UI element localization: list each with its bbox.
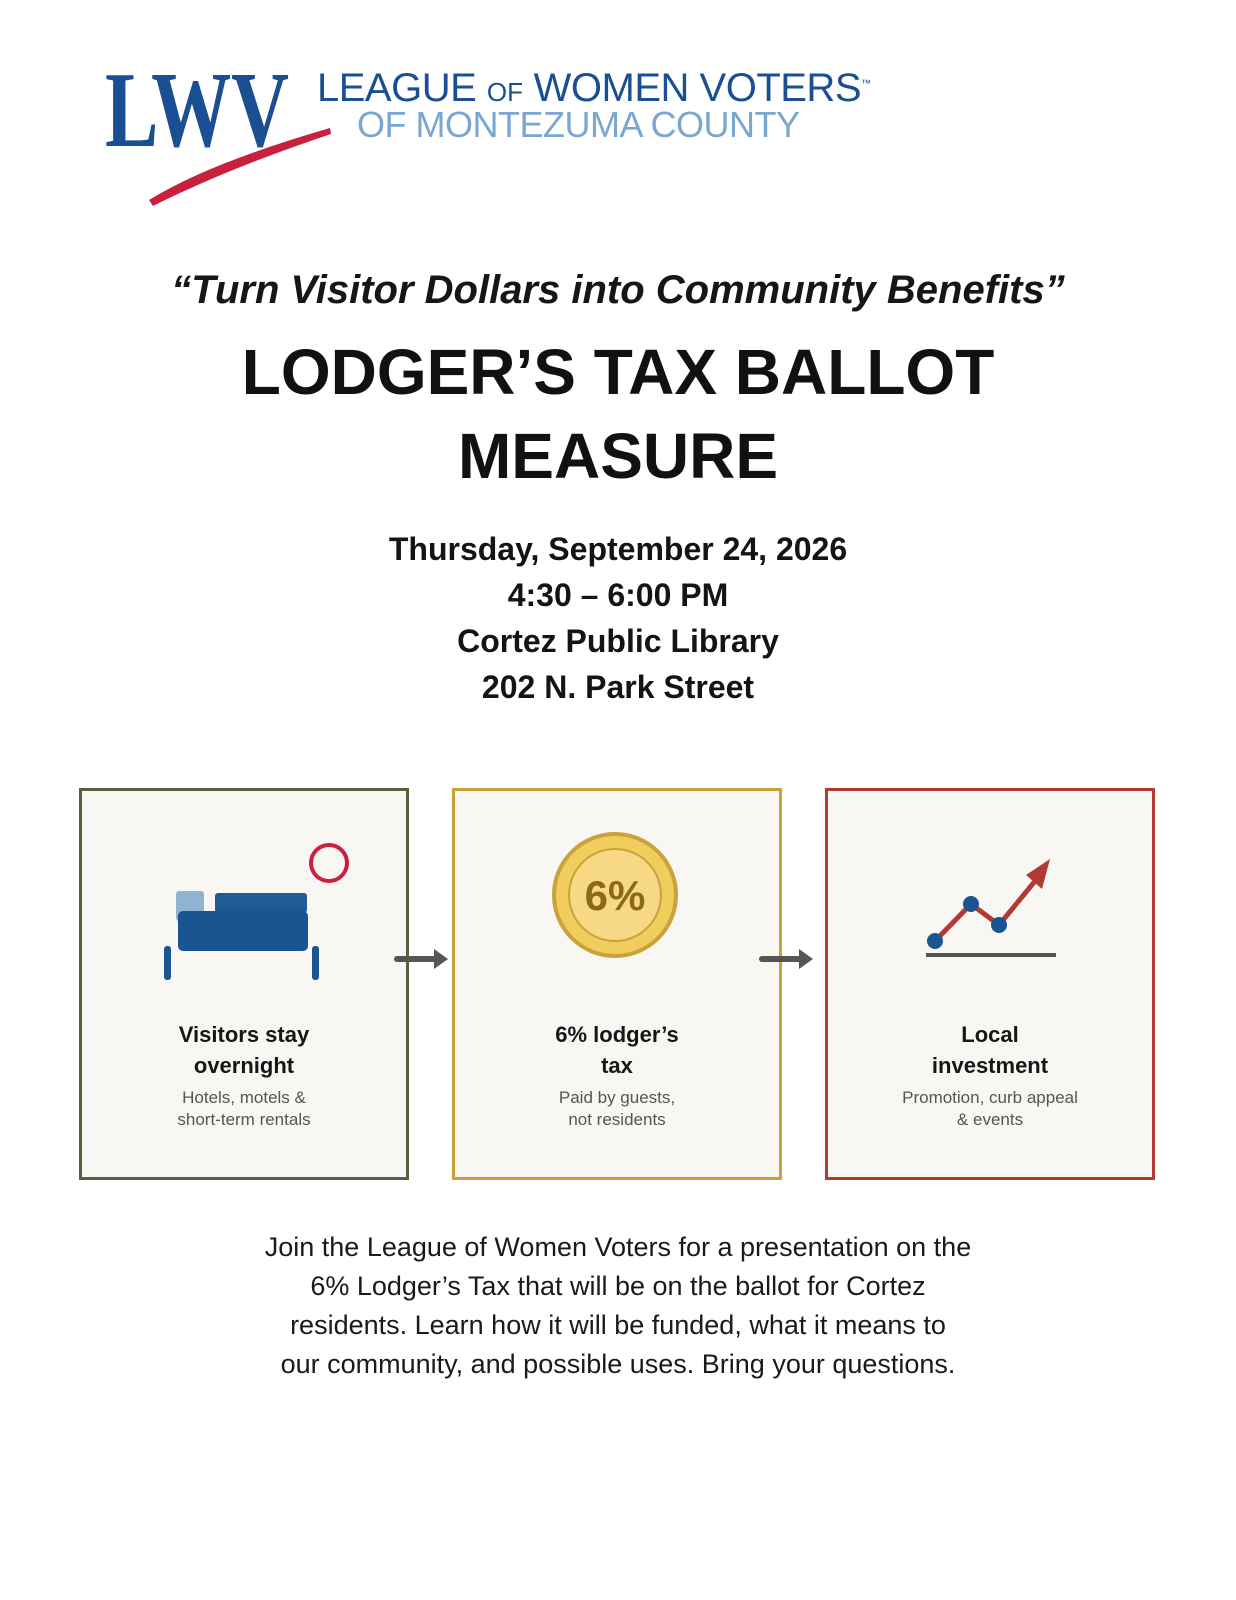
event-description: Join the League of Women Voters for a presentation on the 6% Lodger’s Tax that will be on the ballot for Cortez residents. Learn how it will be funded, what it means to our community, and possible uses. Bring your questions.: [264, 1232, 972, 1379]
lwv-mark-text: LWV: [105, 52, 289, 170]
logo-line1: LEAGUE OF WOMEN VOTERS™: [317, 66, 871, 110]
step-title: 6% lodger’s tax: [555, 1022, 679, 1078]
step-subtitle: Promotion, curb appeal & events: [902, 1088, 1078, 1129]
step-card-investment: [825, 788, 1155, 1180]
moon-badge: [311, 845, 347, 881]
chart-point: [927, 933, 943, 949]
step-title: Local investment: [931, 1022, 1049, 1078]
event-time: 4:30 – 6:00 PM: [507, 577, 729, 613]
event-venue: Cortez Public Library: [457, 623, 779, 659]
step-subtitle: Hotels, motels & short-term rentals: [177, 1088, 311, 1129]
tagline: “Turn Visitor Dollars into Community Benefits”: [171, 268, 1065, 312]
moon-icon: [323, 852, 334, 874]
step-card-visitors: [79, 788, 409, 1180]
step-subtitle: Paid by guests, not residents: [558, 1088, 676, 1129]
title-line1: LODGER’S TAX BALLOT: [241, 336, 995, 408]
step-card-tax: [452, 788, 782, 1180]
event-date: Thursday, September 24, 2026: [388, 531, 848, 567]
blanket: [215, 893, 307, 913]
chart-point: [991, 917, 1007, 933]
chart-point: [963, 896, 979, 912]
event-details: [0, 526, 1236, 710]
bed-icon: [82, 791, 406, 1011]
logo-line2: OF MONTEZUMA COUNTY: [357, 104, 800, 145]
event-address: 202 N. Park Street: [481, 669, 755, 705]
growth-chart-icon: [828, 791, 1152, 1011]
step-title: Visitors stay overnight: [178, 1022, 310, 1078]
bed-leg-left: [164, 946, 171, 980]
bed-leg-right: [312, 946, 319, 980]
arrow-right-icon: [759, 948, 815, 970]
arrow-right-icon: [394, 948, 450, 970]
coin-label: 6%: [584, 872, 646, 919]
mattress: [178, 911, 308, 951]
title-line2: MEASURE: [457, 420, 779, 492]
page-title: [0, 330, 1236, 498]
lwv-logo-mark: [105, 52, 345, 212]
coin-icon: [455, 791, 779, 1011]
growth-line: [935, 875, 1040, 941]
lwv-logo: [105, 52, 905, 222]
